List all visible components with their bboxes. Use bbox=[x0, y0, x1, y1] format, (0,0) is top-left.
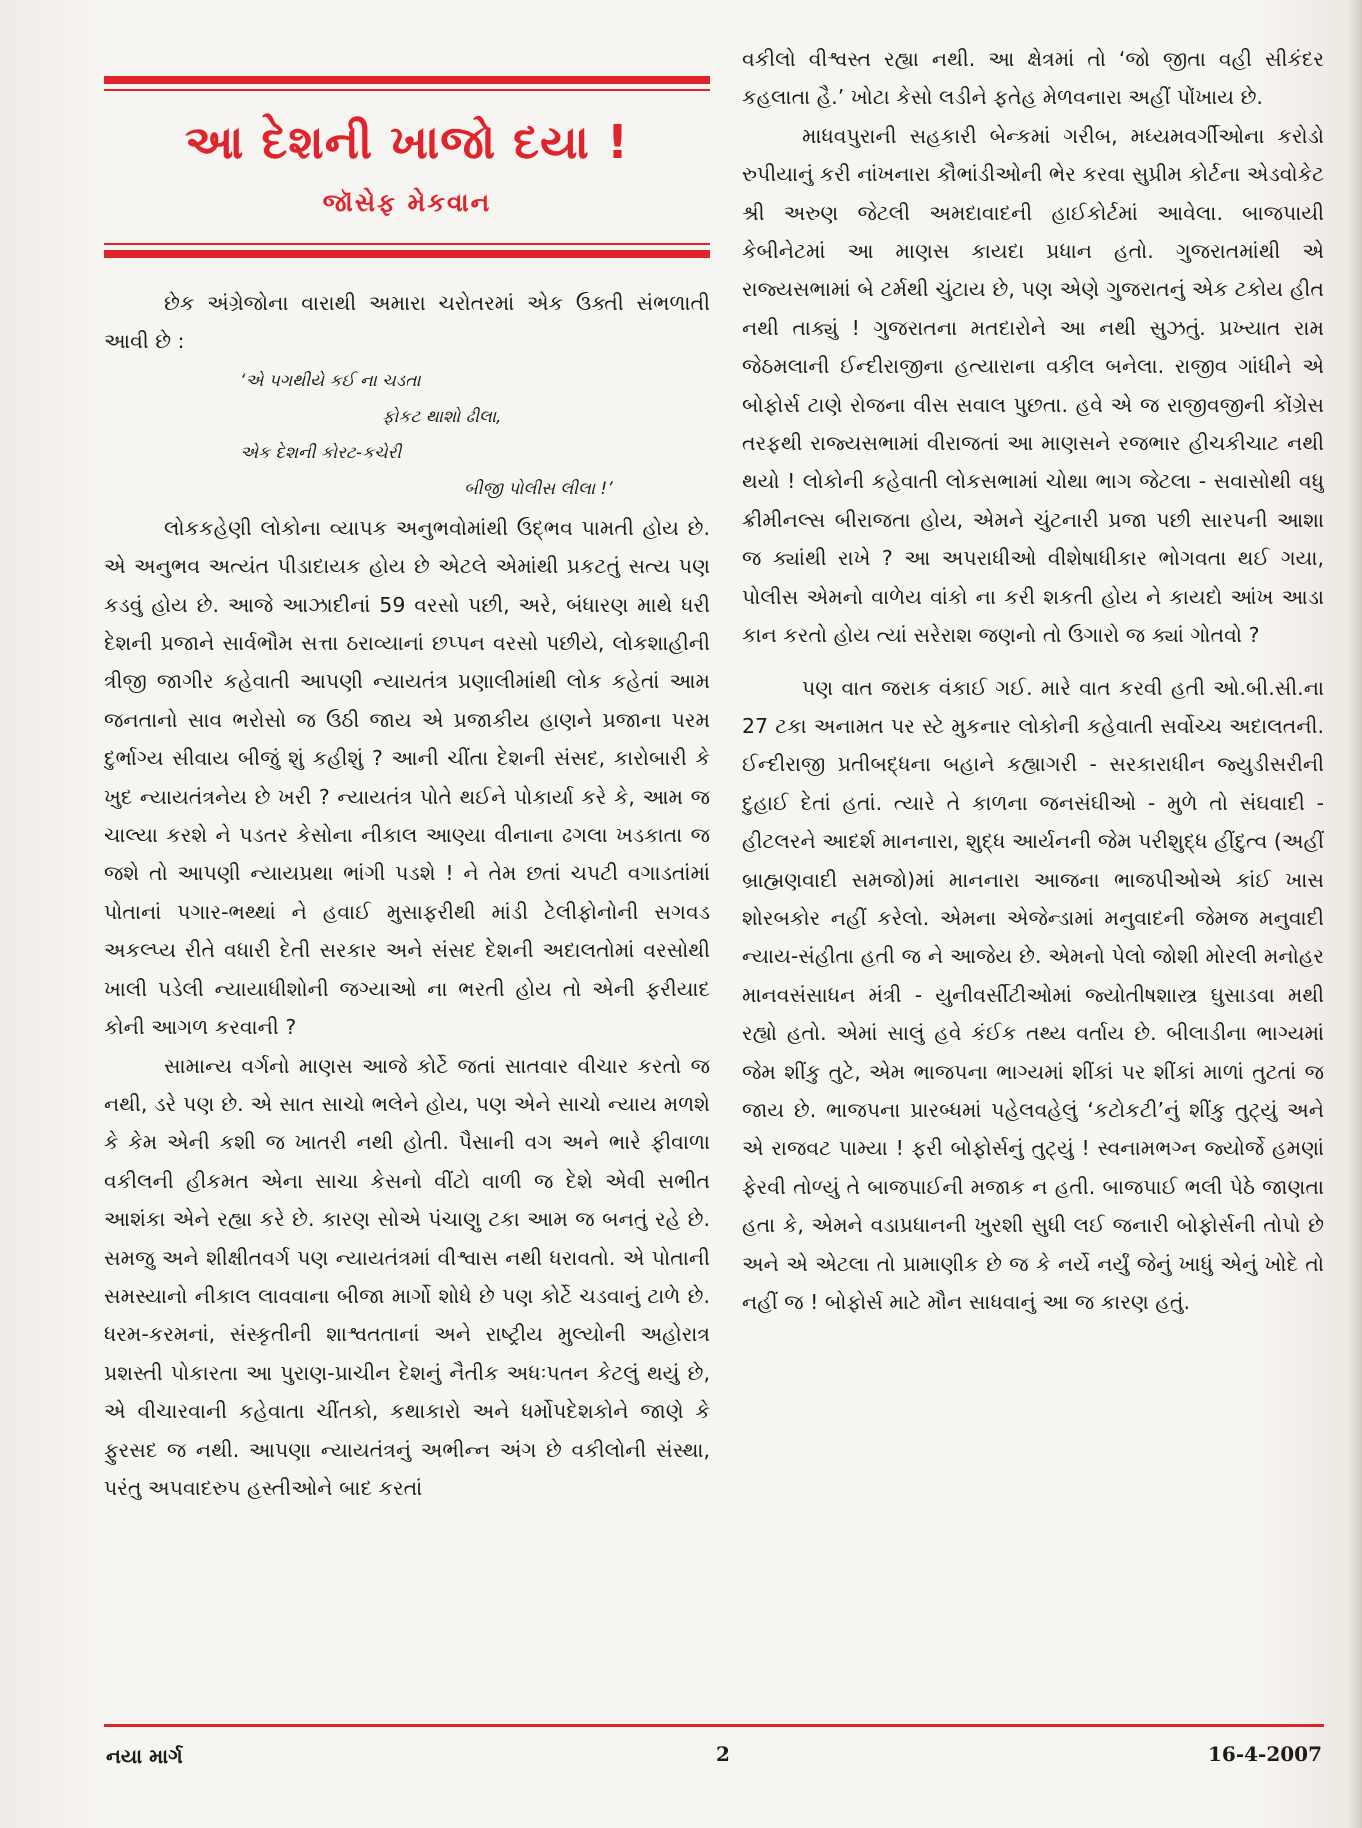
left-column bbox=[104, 70, 710, 1710]
right-column bbox=[742, 40, 1324, 1720]
title-rule-top-thick bbox=[104, 76, 710, 84]
article-title: આ દેશની ખાજો દયા ! bbox=[185, 115, 629, 169]
poem-line: એક દેશની કોરટ-કચેરી bbox=[240, 442, 402, 463]
page-number: 2 bbox=[716, 1742, 730, 1766]
title-rule-bottom-thick bbox=[104, 250, 710, 258]
title-rule-bottom-thin bbox=[104, 243, 710, 245]
article-author: જૉસેફ મેકવાન bbox=[322, 188, 492, 217]
body-paragraph: માધવપુરાની સહકારી બેન્કમાં ગરીબ, મધ્યમવર્ગીઓના કરોડો રુપીયાનું કરી નાંખનારા કૌભાંડીઓની ભેર કરવા સુપ્રીમ કોર્ટના એડવોકેટ શ્રી અરુણ જેટલી અમદાવાદની હાઈકોર્ટમાં આવેલા. બાજપાયી કેબીનેટમાં આ માણસ કાયદા પ્રધાન હતો. ગુજરાતમાંથી એ રાજ્યસભામાં બે ટર્મથી ચુંટાય છે, પણ એણે ગુજરાતનું એક ટકોય હીત નથી તાક્યું ! ગુજરાતના મતદારોને આ નથી સુઝતું. પ્રખ્યાત રામ જેઠમલાની ઈન્દીરાજીના હત્યારાના વકીલ બનેલા. રાજીવ ગાંધીને એ બોફોર્સ ટાણે રોજના વીસ સવાલ પુછતા. હવે એ જ રાજીવજીની કોંગ્રેસ તરફથી રાજ્યસભામાં વીરાજતાં આ માણસને રજભાર હીચકીચાટ નથી થયો ! લોકોની કહેવાતી લોકસભામાં ચોથા ભાગ જેટલા - સવાસોથી વધુ ક્રીમીનલ્સ બીરાજતા હોય, એમને ચુંટનારી પ્રજા પછી સારપની આશા જ ક્યાંથી રાખે ? આ અપરાધીઓ વીશેષાધીકાર ભોગવતા થઈ ગયા, પોલીસ એમનો વાળેય વાંકો ના કરી શકતી હોય ને કાયદો આંખ આડા કાન કરતો હોય ત્યાં સરેરાશ જણનો તો ઉગારો જ ક્યાં ગોતવો ? bbox=[742, 123, 1324, 648]
intro-paragraph: છેક અંગ્રેજોના વારાથી અમારા ચરોતરમાં એક ઉક્તી સંભળાતી આવી છે : bbox=[104, 291, 710, 354]
issue-date: 16-4-2007 bbox=[1207, 1742, 1322, 1766]
publication-name: નયા માર્ગ bbox=[106, 1744, 183, 1768]
footer-rule bbox=[104, 1724, 1324, 1727]
poem-line: ‘એ પગથીયે કઈ ના ચડતા bbox=[240, 370, 421, 391]
scan-edge-shadow bbox=[1348, 0, 1362, 1828]
body-paragraph: પણ વાત જરાક વંકાઈ ગઈ. મારે વાત કરવી હતી ઓ.બી.સી.ના 27 ટકા અનામત પર સ્ટે મુકનાર લોકોની કહેવાતી સર્વોચ્ચ અદાલતની. ઈન્દીરાજી પ્રતીબદ્ધના બહાને કહ્યાગરી - સરકારાધીન જ્યુડીસરીની દુહાઈ દેતાં હતાં. ત્યારે તે કાળના જનસંઘીઓ - મુળે તો સંઘવાદી - હીટલરને આદર્શ માનનારા, શુદ્ધ આર્યનની જેમ પરીશુદ્ધ હીંદુત્વ (અહીં બ્રાહ્મણવાદી સમજો)માં માનનારા આજના ભાજપીઓએ કાંઈ ખાસ શોરબકોર નહીં કરેલો. એમના એજેન્ડામાં મનુવાદની જેમજ મનુવાદી ન્યાય-સંહીતા હતી જ ને આજેય છે. એમનો પેલો જોશી મોરલી મનોહર માનવસંસાધન મંત્રી - યુનીવર્સીટીઓમાં જ્યોતીષશાસ્ત્ર ઘુસાડવા મથી રહ્યો હતો. એમાં સાલું હવે કંઈક તથ્ય વર્તાય છે. બીલાડીના ભાગ્યમાં જેમ શીંકુ તુટે, એમ ભાજપના ભાગ્યમાં શીંકાં પર શીંકાં માળાં તુટતાં જ જાય છે. ભાજપના પ્રારબ્ધમાં પહેલવહેલું ‘કટોકટી’નું શીંકુ તુટ્યું અને એ રાજવટ પામ્યા ! ફરી બોફોર્સનું તુટ્યું ! સ્વનામભગ્ન જ્યોર્જે હમણાં ફેરવી તોળ્યું તે બાજપાઈની મજાક ન હતી. બાજપાઈ ભલી પેઠે જાણતા હતા કે, એમને વડાપ્રધાનની ખુરશી સુધી લઈ જનારી બોફોર્સની તોપો છે અને એ એટલા તો પ્રામાણીક છે જ કે નર્યે નર્યું જેનું ખાધું એનું ખોદે તો નહીં જ ! બોફોર્સ માટે મૌન સાધવાનું આ જ કારણ હતું. bbox=[742, 675, 1324, 1314]
title-block bbox=[104, 76, 710, 258]
page-footer bbox=[104, 1740, 1324, 1780]
body-paragraph-continued: વકીલો વીશ્વસ્ત રહ્યા નથી. આ ક્ષેત્રમાં તો ‘જો જીતા વહી સીકંદર કહલાતા હૈ.’ ખોટા કેસો લડીને ફતેહ મેળવનારા અહીં પોંખાય છે. bbox=[742, 47, 1324, 110]
body-paragraph: સામાન્ય વર્ગનો માણસ આજે કોર્ટે જતાં સાતવાર વીચાર કરતો જ નથી, ડરે પણ છે. એ સાત સાચો ભલેને હોય, પણ એને સાચો ન્યાય મળશે કે કેમ એની કશી જ ખાતરી નથી હોતી. પૈસાની વગ અને ભારે ફીવાળા વકીલની હીકમત એના સાચા કેસનો વીંટો વાળી જ દેશે એવી સભીત આશંકા એને રહ્યા કરે છે. કારણ સોએ પંચાણુ ટકા આમ જ બનતું રહે છે. સમજુ અને શીક્ષીતવર્ગ પણ ન્યાયતંત્રમાં વીશ્વાસ નથી ધરાવતો. એ પોતાની સમસ્યાનો નીકાલ લાવવાના બીજા માર્ગો શોધે છે પણ કોર્ટે ચડવાનું ટાળે છે. ધરમ-કરમનાં, સંસ્કૃતીની શાશ્વતતાનાં અને રાષ્ટ્રીય મુલ્યોની અહોરાત્ર પ્રશસ્તી પોકારતા આ પુરાણ-પ્રાચીન દેશનું નૈતીક અધઃપતન કેટલું થયું છે, એ વીચારવાની કહેવાતા ચીંતકો, કથાકારો અને ધર્મોપદેશકોને જાણે કે ફુરસદ જ નથી. આપણા ન્યાયતંત્રનું અભીન્ન અંગ છે વકીલોની સંસ્થા, પરંતુ અપવાદરુપ હસ્તીઓને બાદ કરતાં bbox=[104, 1053, 710, 1500]
poem-line: બીજી પોલીસ લીલા !’ bbox=[464, 478, 613, 499]
title-rule-top-thin bbox=[104, 89, 710, 91]
body-paragraph: લોકકહેણી લોકોના વ્યાપક અનુભવોમાંથી ઉદ્‌ભવ પામતી હોય છે. એ અનુભવ અત્યંત પીડાદાયક હોય છે એટલે એમાંથી પ્રકટતું સત્ય પણ કડવું હોય છે. આજે આઝાદીનાં 59 વરસો પછી, અરે, બંધારણ માથે ધરી દેશની પ્રજાને સાર્વભૌમ સત્તા ઠરાવ્યાનાં છપ્પન વરસો પછીયે, લોકશાહીની ત્રીજી જાગીર કહેવાતી આપણી ન્યાયતંત્ર પ્રણાલીમાંથી લોક કહેતાં આમ જનતાનો સાવ ભરોસો જ ઉઠી જાય એ પ્રજાકીય હાણને પ્રજાના પરમ દુર્ભાગ્ય સીવાય બીજું શું કહીશું ? આની ચીંતા દેશની સંસદ, કારોબારી કે ખુદ ન્યાયતંત્રનેય છે ખરી ? ન્યાયતંત્ર પોતે થઈને પોકાર્યા કરે કે, આમ જ ચાલ્યા કરશે ને પડતર કેસોના નીકાલ આણ્યા વીનાના ઢગલા ખડકાતા જ જશે તો આપણી ન્યાયપ્રથા ભાંગી પડશે ! ને તેમ છતાં ચપટી વગાડતાંમાં પોતાનાં પગાર-ભથ્થાં ને હવાઈ મુસાફરીથી માંડી ટેલીફોનોની સગવડ અકલ્પ્ય રીતે વધારી દેતી સરકાર અને સંસદ દેશની અદાલતોમાં વરસોથી ખાલી પડેલી ન્યાયાધીશોની જગ્યાઓ ના ભરતી હોય તો એની ફરીયાદ કોની આગળ કરવાની ? bbox=[104, 515, 710, 1040]
poem-quote bbox=[104, 363, 710, 507]
poem-line: ફોકટ થાશો ઢીલા, bbox=[382, 406, 502, 427]
